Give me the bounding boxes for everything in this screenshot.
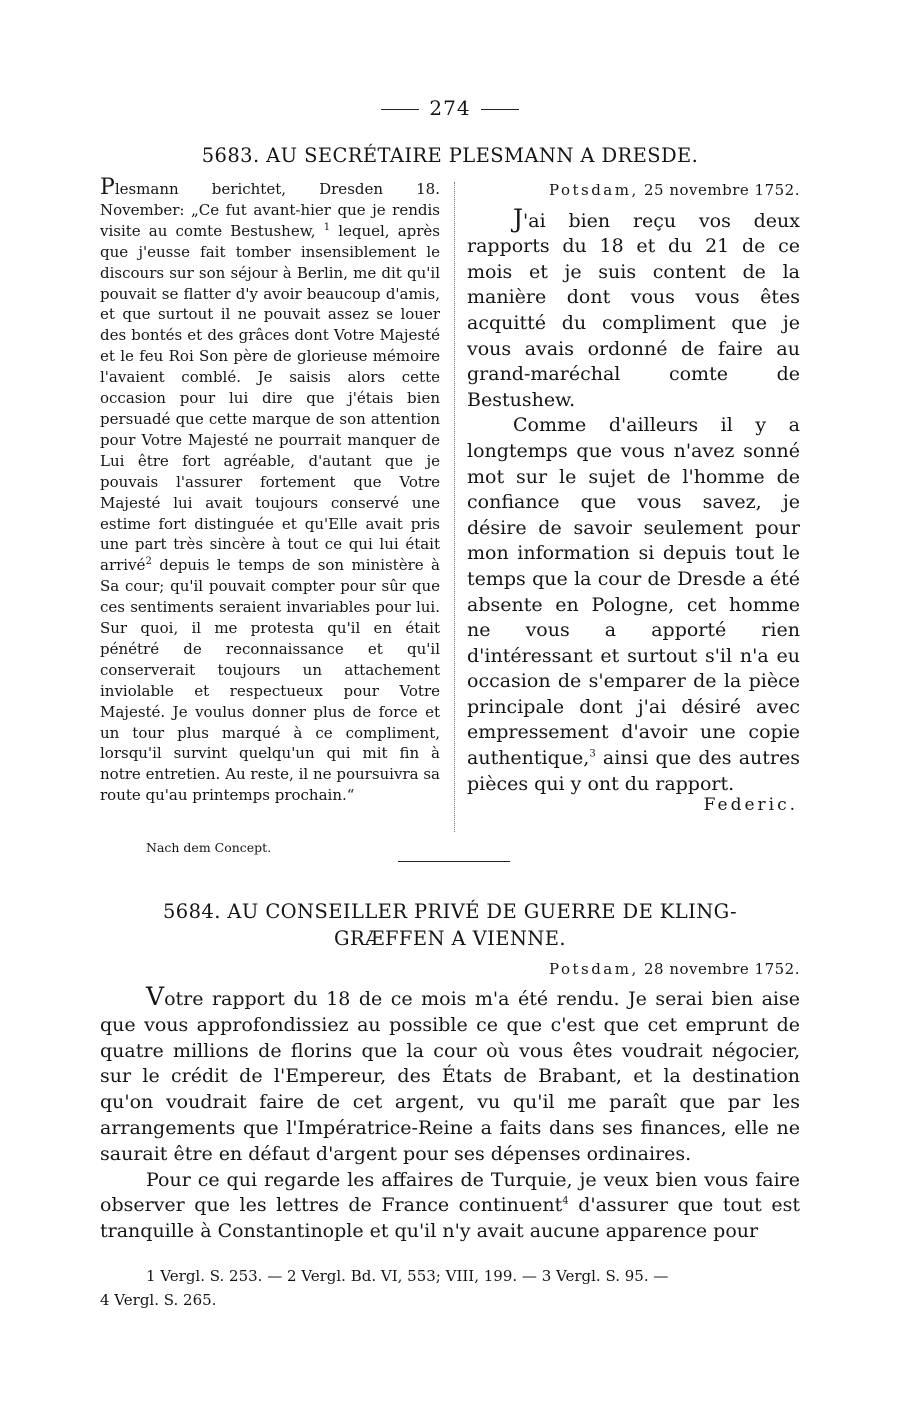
letter-5683-paragraph-1 (467, 203, 800, 414)
dateline-place: Potsdam, (548, 181, 639, 199)
footnote-line-2: 4 Vergl. S. 265. (100, 1291, 217, 1309)
paragraph-text: ainsi que des autres pièces qui y ont du rapport. (467, 747, 801, 795)
letter-5684-body (100, 984, 800, 1245)
footnote-marker-3: 3 (589, 748, 596, 760)
paragraph-text: Pour ce qui regarde les affaires de Turquie, je veux bien vous faire observer que les lettres de France continuent (100, 1168, 800, 1217)
signature: Federic. (703, 795, 798, 816)
paragraph-text: otre rapport du 18 de ce mois m'a été rendu. Je serai bien aise que vous approfondissiez au possible ce que c'est que cet emprunt de quatre millions de florins que la cour où vous êtes voudrait négocier, sur le crédit de l'Empereur, des États de Brabant, et la destination qu'on voudrait faire de cet argent, vu qu'il me paraît que par les arrangements que l'Impératrice-Reine a faits dans ses finances, elle ne saurait être en défaut d'argent pour ses dépenses ordinaires. (100, 988, 800, 1165)
footnote-line-1: 1 Vergl. S. 253. — 2 Vergl. Bd. VI, 553; VIII, 199. — 3 Vergl. S. 95. — (146, 1267, 669, 1285)
letter-5683-heading: 5683. AU SECRÉTAIRE PLESMANN A DRESDE. (201, 144, 699, 167)
paragraph-text: d'assurer que tout est tranquille à Constantinople et qu'il n'y avait aucune apparence pour (100, 1194, 800, 1243)
page-number-dash-left (381, 109, 419, 110)
dateline-place: Potsdam, (548, 960, 639, 978)
dateline-date: 25 novembre 1752. (644, 181, 800, 199)
letter-5683-dateline (467, 178, 800, 204)
page-number-value: 274 (429, 96, 471, 120)
paragraph-drop-initial: V (146, 982, 165, 1011)
letter-5683-body (467, 178, 800, 819)
page-number-dash-right (481, 109, 519, 110)
letter-5683-report-summary (100, 175, 440, 806)
footnote-marker-1: 1 (323, 221, 331, 233)
letter-5684-paragraph-1 (100, 984, 800, 1168)
section-separator (398, 861, 510, 862)
column-divider (454, 182, 455, 832)
report-text-part1: lesmann berichtet, Dresden 18. November: „Ce fut avant-hier que je rendis visite au comte Bestushew, (100, 180, 440, 240)
dateline-date: 28 novembre 1752. (644, 960, 800, 978)
heading-line-1: 5684. AU CONSEILLER PRIVÉ DE GUERRE DE KLING- (162, 900, 738, 923)
letter-5684-dateline (480, 960, 800, 978)
report-drop-initial: P (100, 175, 115, 200)
source-note: Nach dem Concept. (146, 840, 272, 855)
letter-5684-heading (100, 898, 800, 952)
letter-5683-paragraph-2 (467, 413, 800, 797)
letter-5684-paragraph-2 (100, 1168, 800, 1245)
paragraph-drop-initial: J (513, 203, 524, 233)
footnotes (100, 1264, 800, 1312)
footnote-marker-4: 4 (562, 1196, 569, 1208)
report-text-part2: lequel, après que j'eusse fait tomber insensiblement le discours sur son séjour à Berlin, me dit qu'il pouvait se flatter d'y avoir beaucoup d'amis, et que surtout il ne pouvait assez se louer des bontés et des grâces dont Votre Majesté et le feu Roi Son père de glorieuse mémoire l'avaient comblé. Je saisis alors cette occasion pour lui dire que j'étais bien persuadé que cette marque de son attention pour Votre Majesté ne pourrait manquer de Lui être fort agréable, d'autant que je pouvais l'assurer fortement que Votre Majesté lui avait toujours conservé une estime fort distinguée et qu'Elle avait pris une part très sincère à tout ce qui lui était arrivé (100, 221, 440, 575)
paragraph-text: 'ai bien reçu vos deux rapports du 18 et du 21 de ce mois et je suis content de la manière dont vous vous êtes acquitté du compliment que je vous avais ordonné de faire au grand-maréchal comte de Bestushew. (467, 209, 800, 411)
footnote-marker-2: 2 (145, 556, 152, 568)
report-text-part3: depuis le temps de son ministère à Sa cour; qu'il pouvait compter pour sûr que ces sentiments seraient invariables pour lui. Sur quoi, il me protesta qu'il en était pénétré de reconnaissance et qu'il conserverait toujours un attachement inviolable et respectueux pour Votre Majesté. Je voulus donner plus de force et un tour plus marqué à ce compliment, lorsqu'il survint quelqu'un qui mit fin à notre entretien. Au reste, il ne poursuivra sa route qu'au printemps prochain.“ (100, 556, 440, 805)
paragraph-text: Comme d'ailleurs il y a longtemps que vous n'avez sonné mot sur le sujet de l'homme de confiance que vous savez, je désire de savoir seulement pour mon information si depuis tout le temps que la cour de Dresde a été absente en Pologne, cet homme ne vous a apporté rien d'intéressant et surtout s'il n'a eu occasion de s'emparer de la pièce principale dont j'ai désiré avec empressement d'avoir une copie authentique, (467, 414, 800, 770)
page-number (0, 96, 900, 120)
heading-line-2: GRÆFFEN A VIENNE. (334, 927, 566, 950)
